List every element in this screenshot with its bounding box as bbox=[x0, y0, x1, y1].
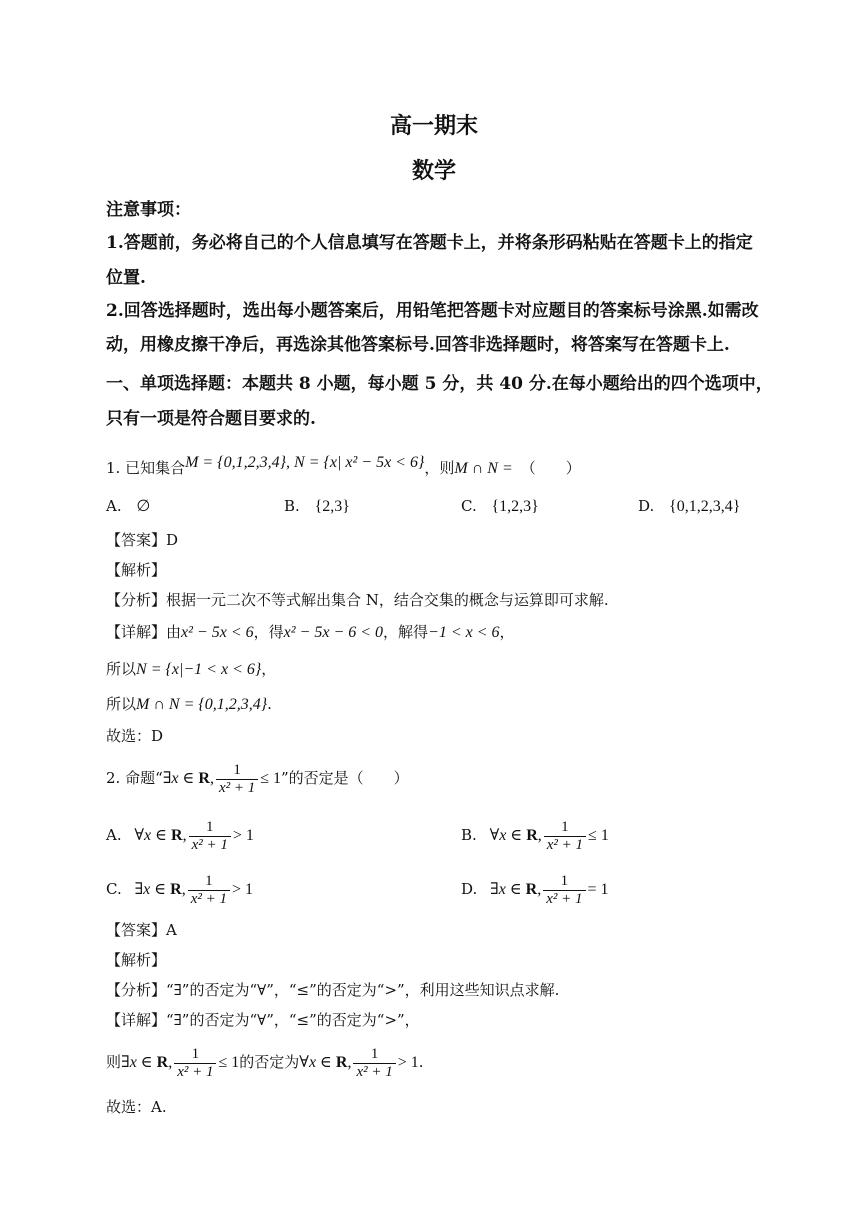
q2-detail2-fraction2 bbox=[353, 1046, 395, 1081]
q2-fraction bbox=[216, 762, 258, 797]
q2-option-a-quantifier: ∀x ∈ bbox=[134, 827, 171, 844]
q2-option-a: A. ∀x ∈ R, $\frac{1}{\text{x² + 1}}$ > 1 bbox=[106, 818, 254, 853]
q2-option-a-fraction bbox=[189, 819, 231, 854]
q2-option-c-quantifier: ∃x ∈ bbox=[134, 881, 171, 898]
q2-detail2-den1: x² + 1 bbox=[174, 1063, 216, 1081]
q1-option-d-value: {0,1,2,3,4} bbox=[669, 498, 741, 515]
q2-option-c-r: R bbox=[170, 881, 182, 898]
q2-relation: ≤ 1 bbox=[260, 770, 281, 787]
q2-conclusion: 故选：A. bbox=[106, 1098, 167, 1116]
q1-option-d bbox=[638, 496, 740, 517]
q2-option-c-label: C. bbox=[106, 880, 122, 898]
q1-prefix: 1. 已知集合 bbox=[106, 459, 186, 477]
q2-quantifier: ∃x ∈ bbox=[162, 770, 199, 787]
exam-title: 高一期末 bbox=[389, 113, 478, 139]
q2-option-d-rel: = 1 bbox=[587, 881, 609, 898]
q2-analysis: 【分析】“∃”的否定为“∀”，“≤”的否定为“>”，利用这些知识点求解. bbox=[106, 981, 560, 999]
q2-analysis-title: 【解析】 bbox=[106, 951, 167, 969]
q1-detail-1c: ，得 bbox=[253, 623, 284, 641]
q1-set-n: , N = {x| x² − 5x < 6} bbox=[286, 454, 425, 471]
section1-line1: 一、单项选择题：本题共 8 小题，每小题 5 分，共 40 分.在每小题给出的四个选项中， bbox=[106, 374, 773, 394]
q1-option-d-label: D. bbox=[638, 497, 655, 515]
q2-option-a-label: A. bbox=[106, 826, 122, 844]
q1-detail-line1 bbox=[106, 622, 515, 643]
notice-item2-line1: 2.回答选择题时，选出每小题答案后，用铅笔把答题卡对应题目的答案标号涂黑.如需改 bbox=[106, 301, 759, 321]
q1-option-b-label: B. bbox=[284, 497, 300, 515]
q1-analysis: 【分析】根据一元二次不等式解出集合 N，结合交集的概念与运算即可求解. bbox=[106, 591, 609, 609]
q2-detail2-prefix: 则 bbox=[106, 1053, 122, 1071]
q2-detail2-rel1: ≤ 1 bbox=[218, 1054, 240, 1071]
q2-option-b-label: B. bbox=[461, 826, 477, 844]
q1-detail-2a: 所以 bbox=[106, 660, 137, 678]
q1-detail-line3 bbox=[106, 694, 272, 715]
q2-option-a-num: 1 bbox=[205, 818, 214, 835]
q1-detail-1f: −1 < x < 6 bbox=[428, 624, 500, 641]
q2-option-a-rel: > 1 bbox=[232, 827, 254, 844]
q2-real-set: R bbox=[198, 770, 210, 787]
q2-stem: 2. 命题“∃x ∈ R, $\frac{1}{\text{x² + 1}}$ ≤ 1”的否定是（ ） bbox=[106, 761, 409, 796]
q2-detail2-r1: R bbox=[156, 1054, 169, 1071]
q2-option-b-r: R bbox=[526, 827, 538, 844]
notice-item1-line1: 1.答题前，务必将自己的个人信息填写在答题卡上，并将条形码粘贴在答题卡上的指定 bbox=[106, 233, 753, 253]
q1-option-a bbox=[106, 496, 150, 517]
q1-option-a-label: A. bbox=[106, 497, 122, 515]
q1-detail-2b: N = {x|−1 < x < 6} bbox=[136, 661, 262, 678]
q1-detail-3c: . bbox=[267, 695, 272, 713]
q1-detail-1g: ， bbox=[499, 623, 515, 641]
q2-option-d-num: 1 bbox=[560, 872, 569, 889]
q2-detail2-num1: 1 bbox=[191, 1045, 200, 1062]
q1-detail-2c: ， bbox=[261, 660, 277, 678]
q1-detail-1d: x² − 5x − 6 < 0 bbox=[283, 624, 384, 641]
q2-option-b-num: 1 bbox=[561, 818, 569, 835]
q2-option-b: B. ∀x ∈ R, $\frac{1}{\text{x² + 1}}$ ≤ 1 bbox=[461, 818, 609, 853]
q1-stem bbox=[106, 454, 581, 479]
q2-suffix: ”的否定是（ ） bbox=[281, 769, 409, 787]
q1-detail-1a: 由 bbox=[166, 623, 182, 641]
q1-set-m: M = {0,1,2,3,4} bbox=[185, 454, 287, 471]
q1-ask: ，则 bbox=[424, 459, 455, 477]
exam-subject: 数学 bbox=[411, 158, 456, 184]
section1-line2: 只有一项是符合题目要求的. bbox=[106, 409, 316, 429]
notice-item2-line2: 动，用橡皮擦干净后，再选涂其他答案标号.回答非选择题时，将答案写在答题卡上. bbox=[106, 335, 730, 355]
notice-item1-line2: 位置. bbox=[106, 268, 146, 288]
q2-option-b-fraction bbox=[544, 819, 586, 854]
q2-detail2-num2: 1 bbox=[370, 1045, 379, 1062]
q1-answer: 【答案】D bbox=[106, 531, 179, 549]
q2-option-a-r: R bbox=[171, 827, 183, 844]
q1-detail-3b: M ∩ N = {0,1,2,3,4} bbox=[136, 696, 268, 713]
q1-option-c-value: {1,2,3} bbox=[491, 498, 539, 515]
q1-analysis-title: 【解析】 bbox=[106, 561, 167, 579]
q1-option-c bbox=[461, 496, 539, 517]
q2-option-c-num: 1 bbox=[205, 872, 213, 889]
q2-option-d-fraction bbox=[543, 873, 585, 908]
q2-option-d-quantifier: ∃x ∈ bbox=[490, 881, 526, 898]
q2-option-c-den: x² + 1 bbox=[188, 890, 230, 908]
q1-detail-3a: 所以 bbox=[106, 695, 137, 713]
q1-detail-1b: x² − 5x < 6 bbox=[181, 624, 254, 641]
q2-option-c-fraction bbox=[188, 873, 230, 908]
q1-option-a-value: ∅ bbox=[136, 498, 151, 515]
q2-option-b-quantifier: ∀x ∈ bbox=[489, 827, 527, 844]
q2-option-b-rel: ≤ 1 bbox=[588, 827, 609, 844]
q1-detail-1e: ，解得 bbox=[383, 623, 429, 641]
q2-detail-line2: 则∃x ∈ R, $\frac{1}{\text{x² + 1}}$ ≤ 1的否定为∀x ∈ R, $\frac{1}{\text{x² + 1}}$ > 1. bbox=[106, 1045, 424, 1080]
q1-target: M ∩ N = bbox=[454, 460, 513, 477]
q2-detail: 【详解】“∃”的否定为“∀”，“≤”的否定为“>”， bbox=[106, 1011, 420, 1029]
q2-prefix: 2. 命题“ bbox=[106, 769, 163, 787]
q2-detail2-end: . bbox=[418, 1053, 424, 1071]
q1-conclusion: 故选：D bbox=[106, 727, 164, 745]
q1-detail-label: 【详解】 bbox=[106, 623, 167, 641]
q1-detail-line2 bbox=[106, 659, 276, 680]
q2-option-d: D. ∃x ∈ R, $\frac{1}{\text{x² + 1}}$ = 1 bbox=[461, 872, 609, 907]
q2-option-d-den: x² + 1 bbox=[543, 890, 585, 908]
q2-option-a-den: x² + 1 bbox=[189, 836, 231, 854]
q2-detail2-mid: 的否定为 bbox=[239, 1053, 300, 1071]
q1-option-b-value: {2,3} bbox=[314, 498, 350, 515]
q2-option-c: C. ∃x ∈ R, $\frac{1}{\text{x² + 1}}$ > 1 bbox=[106, 872, 253, 907]
q2-detail2-forall: ∀x ∈ bbox=[299, 1054, 336, 1071]
q2-detail2-fraction1 bbox=[174, 1046, 216, 1081]
q1-option-b bbox=[284, 496, 350, 517]
q2-option-d-label: D. bbox=[461, 880, 478, 898]
notice-heading: 注意事项： bbox=[106, 200, 191, 220]
q2-option-b-den: x² + 1 bbox=[544, 836, 586, 854]
q2-detail2-rel2: > 1 bbox=[397, 1054, 419, 1071]
q2-detail2-quantifier: ∃x ∈ bbox=[121, 1054, 157, 1071]
q2-detail2-den2: x² + 1 bbox=[353, 1063, 395, 1081]
q1-option-c-label: C. bbox=[461, 497, 477, 515]
q1-paren: （ ） bbox=[520, 459, 581, 477]
q2-option-c-rel: > 1 bbox=[231, 881, 253, 898]
q2-fraction-num: 1 bbox=[233, 761, 241, 778]
q2-option-d-r: R bbox=[525, 881, 538, 898]
q2-answer: 【答案】A bbox=[106, 921, 177, 939]
q2-fraction-den: x² + 1 bbox=[216, 779, 258, 797]
q2-detail2-r2: R bbox=[335, 1054, 348, 1071]
